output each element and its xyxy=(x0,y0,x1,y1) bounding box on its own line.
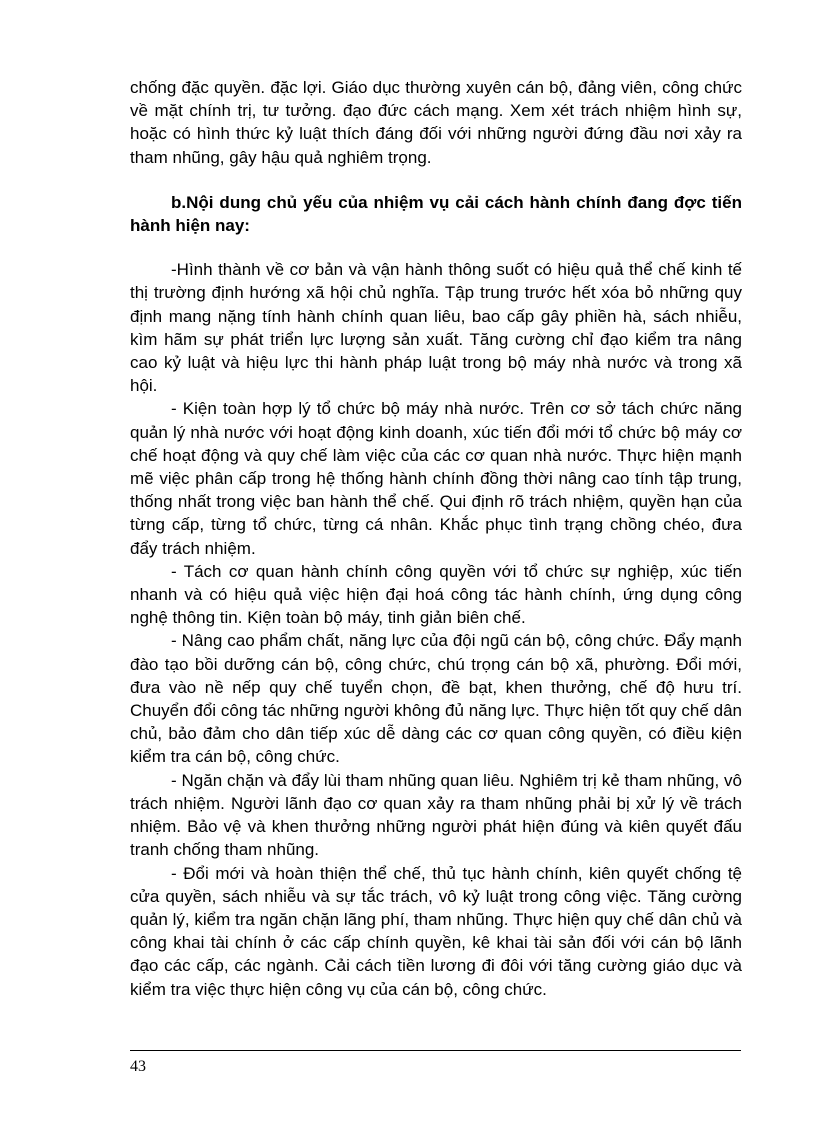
paragraph-item: - Ngăn chặn và đẩy lùi tham nhũng quan liêu. Nghiêm trị kẻ tham nhũng, vô trách nhiệm. Người lãnh đạo cơ quan xảy ra tham nhũng phải bị xử lý về trách nhiệm. Bảo vệ và khen thưởng những người phát hiện đúng và kiên quyết đấu tranh chống tham nhũng. xyxy=(130,770,742,860)
footer-divider xyxy=(130,1050,741,1051)
section-heading: b.Nội dung chủ yếu của nhiệm vụ cải cách hành chính đang đợc tiến hành hiện nay: xyxy=(130,192,742,236)
page-body xyxy=(130,76,742,1001)
paragraph-item: - Kiện toàn hợp lý tổ chức bộ máy nhà nước. Trên cơ sở tách chức năng quản lý nhà nước với hoạt động kinh doanh, xúc tiến đổi mới tổ chức bộ máy cơ chế hoạt động và quy chế làm việc của các cơ quan nhà nước. Thực hiện mạnh mẽ việc phân cấp trong hệ thống hành chính đồng thời nâng cao tính tập trung, thống nhất trong việc ban hành thể chế. Qui định rõ trách nhiệm, quyền hạn của từng cấp, từng tổ chức, từng cá nhân. Khắc phục tình trạng chồng chéo, đưa đẩy trách nhiệm. xyxy=(130,399,742,558)
paragraph-item: - Tách cơ quan hành chính công quyền với tổ chức sự nghiệp, xúc tiến nhanh và có hiệu quả việc hiện đại hoá công tác hành chính, ứng dụng công nghệ thông tin. Kiện toàn bộ máy, tinh giản biên chế. xyxy=(130,561,742,628)
paragraph-continuation: chống đặc quyền. đặc lợi. Giáo dục thường xuyên cán bộ, đảng viên, công chức về mặt chính trị, tư tưởng. đạo đức cách mạng. Xem xét trách nhiệm hình sự, hoặc có hình thức kỷ luật thích đáng đối với những người đứng đầu nơi xảy ra tham nhũng, gây hậu quả nghiêm trọng. xyxy=(130,78,742,167)
paragraph-item: -Hình thành về cơ bản và vận hành thông suốt có hiệu quả thể chế kinh tế thị trường định hướng xã hội chủ nghĩa. Tập trung trước hết xóa bỏ những quy định mang nặng tính hành chính quan liêu, bao cấp gây phiền hà, sách nhiễu, kìm hãm sự phát triển lực lượng sản xuất. Tăng cường chỉ đạo kiểm tra nâng cao kỷ luật và hiệu lực thi hành pháp luật trong bộ máy nhà nước và trong xã hội. xyxy=(130,260,742,396)
paragraph-item: - Nâng cao phẩm chất, năng lực của đội ngũ cán bộ, công chức. Đẩy mạnh đào tạo bồi dưỡng cán bộ, công chức, chú trọng cán bộ xã, phường. Đổi mới, đưa vào nề nếp quy chế tuyển chọn, đề bạt, khen thưởng, chế độ hưu trí. Chuyển đổi công tác những người không đủ năng lực. Thực hiện tốt quy chế dân chủ, bảo đảm cho dân tiếp xúc dễ dàng các cơ quan công quyền, có điều kiện kiểm tra cán bộ, công chức. xyxy=(130,631,742,767)
page-number: 43 xyxy=(130,1058,146,1075)
paragraph-item: - Đổi mới và hoàn thiện thể chế, thủ tục hành chính, kiên quyết chống tệ cửa quyền, sách nhiễu và sự tắc trách, vô kỷ luật trong công việc. Tăng cường quản lý, kiểm tra ngăn chặn lãng phí, tham nhũng. Thực hiện quy chế dân chủ và công khai tài chính ở các cấp chính quyền, kê khai tài sản đối với cán bộ lãnh đạo các cấp, các ngành. Cải cách tiền lương đi đôi với tăng cường giáo dục và kiểm tra việc thực hiện công vụ của cán bộ, công chức. xyxy=(130,863,742,999)
